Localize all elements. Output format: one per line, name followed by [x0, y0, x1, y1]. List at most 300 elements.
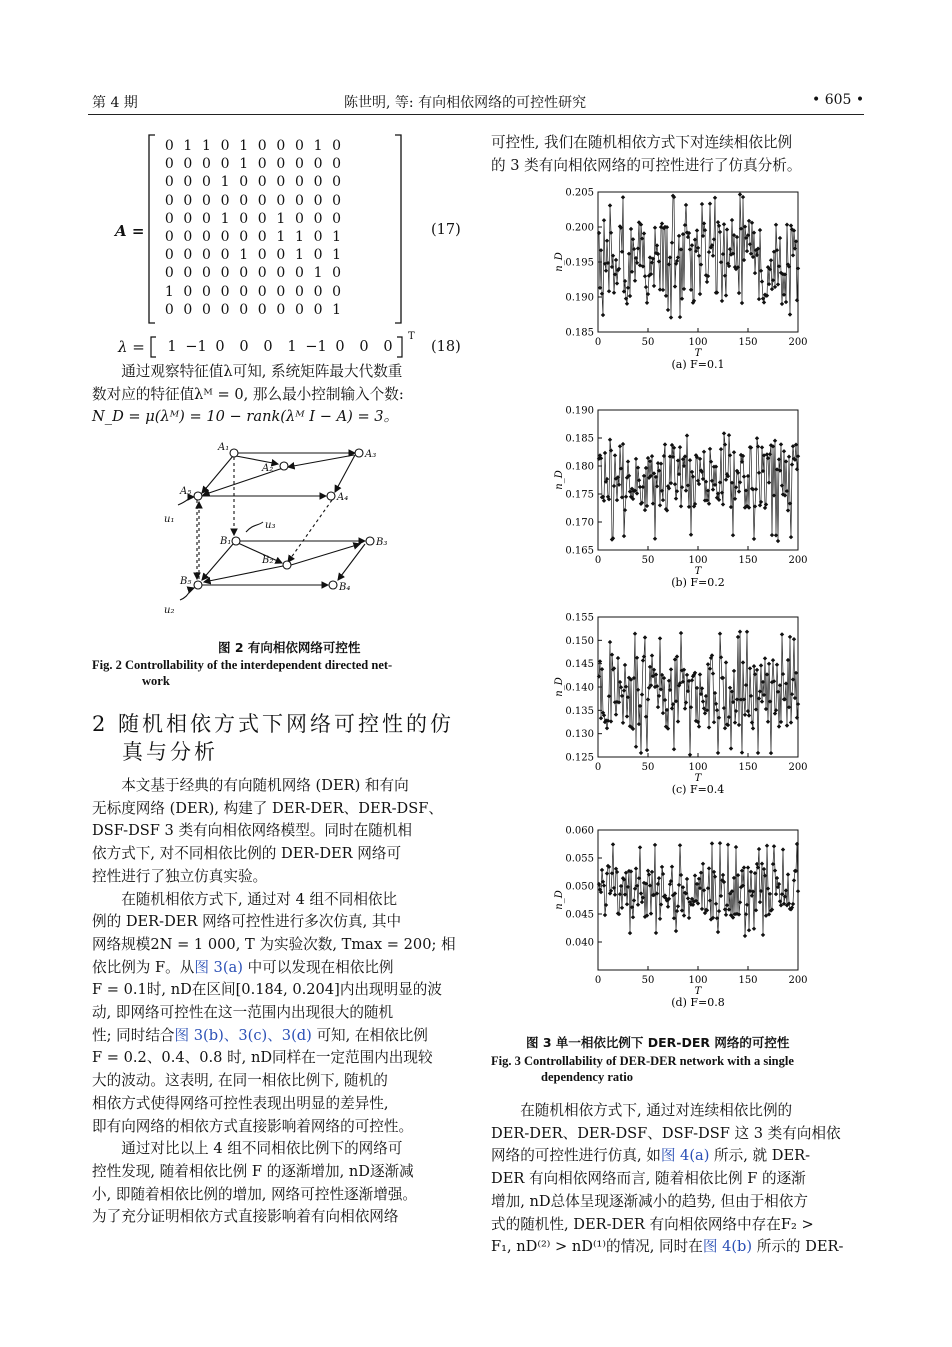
x-tick-label: 0 [594, 762, 602, 773]
matrix-cell: 0 [239, 174, 249, 191]
subplot-caption: (a) F=0.1 [671, 358, 725, 371]
data-point [778, 236, 782, 240]
x-tick-label: 200 [788, 762, 808, 773]
matrix-cell: 1 [313, 265, 323, 282]
data-point [683, 706, 687, 710]
data-point [762, 300, 766, 304]
text-line: 动, 即网络可控性在这一范围内出现很大的随机 [92, 1004, 394, 1022]
data-point [770, 533, 774, 537]
matrix-cell: 0 [276, 174, 286, 191]
series-line [599, 632, 798, 755]
header-rule [88, 114, 864, 115]
text-span: 所示的 DER- [752, 1238, 844, 1256]
data-point [758, 228, 762, 232]
data-point [628, 294, 632, 298]
data-point [701, 699, 705, 703]
data-point [724, 913, 728, 917]
text-line: 的 3 类有向相依网络的可控性进行了仿真分析。 [491, 156, 802, 174]
data-point [760, 862, 764, 866]
data-point [607, 289, 611, 293]
data-point [710, 841, 714, 845]
data-point [653, 537, 657, 541]
data-point [650, 653, 654, 657]
matrix-cell: 0 [257, 301, 267, 318]
data-point [791, 902, 795, 906]
vector-entry: 0 [383, 339, 393, 355]
data-point [759, 663, 763, 667]
data-point [636, 903, 640, 907]
data-point [666, 308, 670, 312]
x-tick-label: 50 [641, 337, 655, 348]
data-point [603, 913, 607, 917]
data-point [711, 487, 715, 491]
data-point [771, 658, 775, 662]
matrix-cell: 1 [276, 228, 286, 245]
data-point [768, 452, 772, 456]
x-tick-label: 200 [788, 337, 808, 348]
matrix-cell: 0 [183, 301, 193, 318]
data-point [658, 503, 662, 507]
data-point [614, 712, 618, 716]
matrix-cell: 0 [276, 283, 286, 300]
data-point [625, 302, 629, 306]
matrix-cell: 0 [164, 138, 174, 154]
data-point [615, 498, 619, 502]
data-point [708, 667, 712, 671]
data-point [777, 724, 781, 728]
y-tick-label: 0.170 [565, 517, 594, 529]
data-point [688, 753, 692, 757]
matrix-cell: 0 [313, 174, 323, 191]
data-point [707, 866, 711, 870]
data-point [737, 723, 741, 727]
matrix-cell: 0 [202, 265, 211, 282]
data-point [758, 900, 762, 904]
data-point [649, 911, 653, 915]
matrix-cell: 0 [164, 265, 174, 282]
y-tick-label: 0.190 [565, 405, 594, 417]
matrix-cell: 0 [257, 283, 267, 300]
eq17-lhs: A = [115, 222, 145, 240]
text-line: 即有向网络的相依方式直接影响着网络的可控性。 [92, 1117, 414, 1135]
matrix-cell: 1 [239, 247, 249, 264]
y-tick-label: 0.045 [565, 909, 594, 921]
matrix-cell: 0 [276, 156, 286, 173]
text-line: N_D = μ(λᴹ) = 10 − rank(λᴹ I − A) = 3。 [92, 408, 399, 426]
series-line [599, 433, 798, 541]
matrix-cell: 0 [257, 228, 267, 245]
data-point [695, 228, 699, 232]
data-point [676, 719, 680, 723]
data-point [654, 931, 658, 935]
text-line: 本文基于经典的有向随机网络 (DER) 和有向 [121, 777, 409, 794]
data-point [614, 867, 618, 871]
data-point [605, 239, 609, 243]
data-point [776, 282, 780, 286]
data-point [673, 482, 677, 486]
matrix-cell: 0 [294, 156, 304, 173]
matrix-cell: 0 [202, 210, 211, 227]
text-line: DER 有向相依网络而言, 随着相依比例 F 的逐渐 [491, 1170, 806, 1188]
data-point [684, 203, 688, 207]
data-point [600, 868, 604, 872]
data-point [707, 502, 711, 506]
x-tick-label: 100 [688, 337, 708, 348]
data-point [716, 220, 720, 224]
data-point [691, 475, 695, 479]
matrix-cell: 0 [202, 174, 211, 191]
data-point [601, 313, 605, 317]
chart-panel-2 [554, 613, 808, 797]
caption-line: work [142, 674, 170, 688]
data-point [796, 889, 800, 893]
data-point [652, 284, 656, 288]
matrix-cell: 1 [164, 283, 174, 300]
data-point [677, 234, 681, 238]
data-point [725, 903, 729, 907]
data-point [724, 478, 728, 482]
data-point [602, 883, 606, 887]
y-tick-label: 0.205 [565, 187, 594, 199]
data-point [645, 748, 649, 752]
data-point [773, 439, 777, 443]
data-point [785, 223, 789, 227]
data-point [608, 203, 612, 207]
section-heading [92, 710, 454, 766]
data-point [660, 865, 664, 869]
text-line: 依方式下, 对不同相依比例的 DER-DER 网络可 [92, 845, 402, 863]
data-point [678, 843, 682, 847]
matrix-cell: 0 [202, 247, 211, 264]
matrix-row [160, 301, 346, 319]
x-tick-label: 100 [688, 762, 708, 773]
x-tick-label: 0 [594, 337, 602, 348]
matrix-cell: 0 [164, 301, 174, 318]
data-point [628, 931, 632, 935]
data-point [726, 843, 730, 847]
fig2-caption-en [92, 657, 464, 689]
control-label: u₁ [164, 514, 175, 525]
matrix-row [160, 264, 346, 282]
data-point [723, 726, 727, 730]
data-point [747, 928, 751, 932]
matrix-cell: 0 [294, 265, 304, 282]
right-body-text [491, 1100, 861, 1259]
matrix-cell: 1 [313, 138, 323, 154]
vector-entry: 0 [239, 339, 249, 355]
matrix-cell: 1 [220, 174, 230, 191]
matrix-cell: 0 [164, 210, 174, 227]
x-tick-label: 200 [788, 975, 808, 986]
node-label: A₅ [180, 486, 192, 497]
matrix-cell: 0 [276, 265, 286, 282]
data-point [697, 254, 701, 258]
data-point [774, 223, 778, 227]
x-tick-label: 50 [641, 555, 655, 566]
matrix-cell: 0 [220, 247, 230, 264]
data-point [690, 243, 694, 247]
vector-entry: 0 [359, 339, 369, 355]
data-point [789, 720, 793, 724]
y-tick-label: 0.050 [565, 881, 594, 893]
matrix-cell: 0 [202, 301, 211, 318]
data-point [736, 635, 740, 639]
data-point [757, 471, 761, 475]
data-point [773, 711, 777, 715]
data-point [666, 905, 670, 909]
matrix-cell: 0 [220, 192, 230, 209]
data-point [712, 720, 716, 724]
data-point [707, 250, 711, 254]
text-line [92, 957, 464, 980]
data-point [613, 893, 617, 897]
figure-link-4a[interactable]: 图 4(a) [660, 1147, 710, 1165]
data-point [728, 686, 732, 690]
data-point [795, 467, 799, 471]
data-point [685, 433, 689, 437]
text-line: DER-DER、DER-DSF、DSF-DSF 这 3 类有向相依 [491, 1124, 841, 1142]
caption-line: dependency ratio [541, 1070, 634, 1084]
matrix-cell: 0 [202, 156, 211, 173]
data-point [786, 872, 790, 876]
figure-link-3a[interactable]: 图 3(a) [194, 958, 243, 976]
data-point [787, 455, 791, 459]
caption-line: Fig. 2 Controllability of the interdependent directed net- [92, 658, 393, 672]
data-point [713, 196, 717, 200]
data-point [765, 844, 769, 848]
matrix-cell: 1 [239, 156, 249, 173]
page-number: • 605 • [812, 92, 865, 108]
matrix-cell: 0 [239, 192, 249, 209]
matrix-cell: 0 [313, 192, 323, 209]
eq17-matrix [160, 137, 346, 319]
data-point [646, 697, 650, 701]
data-point [776, 539, 780, 543]
data-point [763, 506, 767, 510]
x-tick-label: 0 [594, 555, 602, 566]
node-label: A₂ [262, 463, 274, 474]
fig3-charts [540, 180, 830, 1015]
data-point [622, 688, 626, 692]
matrix-cell: 0 [164, 174, 174, 191]
figure-link-4b[interactable]: 图 4(b) [702, 1238, 753, 1256]
data-point [657, 876, 661, 880]
matrix-cell: 0 [313, 156, 323, 173]
data-point [690, 678, 694, 682]
x-tick-label: 150 [738, 762, 758, 773]
matrix-cell: 1 [183, 138, 193, 154]
data-point [754, 487, 758, 491]
data-point [605, 726, 609, 730]
data-point [789, 223, 793, 227]
data-point [734, 845, 738, 849]
text-line: 在随机相依方式下, 通过对连续相依比例的 [520, 1102, 793, 1119]
x-tick-label: 100 [688, 975, 708, 986]
matrix-cell: 0 [257, 156, 267, 173]
matrix-cell: 0 [164, 247, 174, 264]
matrix-cell: 0 [257, 138, 267, 154]
data-point [597, 231, 601, 235]
text-line: 通过观察特征值λ可知, 系统矩阵最大代数重 [121, 363, 403, 380]
data-point [673, 284, 677, 288]
running-header-issue: 第 4 期 [92, 95, 138, 111]
data-point [748, 666, 752, 670]
matrix-cell: 0 [294, 283, 304, 300]
matrix-cell: 0 [183, 174, 193, 191]
text-span: 性; 同时结合 [92, 1026, 175, 1044]
data-point [639, 891, 643, 895]
eq18-transpose: T [408, 331, 415, 342]
data-point [672, 747, 676, 751]
data-point [625, 902, 629, 906]
matrix-cell: 1 [332, 247, 342, 264]
matrix-cell: 0 [332, 283, 342, 300]
data-point [612, 291, 616, 295]
node-label: B₄ [339, 582, 351, 593]
matrix-cell: 1 [294, 247, 304, 264]
data-point [621, 721, 625, 725]
y-tick-label: 0.185 [565, 327, 594, 339]
data-point [764, 502, 768, 506]
data-point [711, 671, 715, 675]
text-span: 可知, 在相依比例 [311, 1026, 428, 1044]
data-point [722, 222, 726, 226]
text-line: 通过对比以上 4 组不同相依比例下的网络可 [121, 1140, 403, 1158]
matrix-cell: 0 [164, 228, 174, 245]
matrix-cell: 0 [257, 265, 267, 282]
matrix-cell: 0 [183, 228, 193, 245]
matrix-cell: 1 [202, 138, 211, 154]
data-point [599, 716, 603, 720]
data-point [714, 902, 718, 906]
control-label: u₃ [265, 520, 276, 531]
y-axis-label: n_D [554, 890, 565, 910]
data-point [790, 462, 794, 466]
matrix-cell: 0 [332, 174, 342, 191]
y-tick-label: 0.185 [565, 433, 594, 445]
data-point [788, 635, 792, 639]
data-point [603, 451, 607, 455]
data-point [737, 291, 741, 295]
data-point [795, 298, 799, 302]
node-label: B₅ [180, 576, 192, 587]
matrix-cell: 0 [276, 301, 286, 318]
matrix-cell: 0 [294, 301, 304, 318]
data-point [697, 482, 701, 486]
data-point [786, 508, 790, 512]
data-point [779, 442, 783, 446]
text-line: 为了充分证明相依方式直接影响着有向相依网络 [92, 1208, 399, 1226]
matrix-row [160, 228, 346, 246]
data-point [708, 202, 712, 206]
x-axis-label: T [694, 986, 702, 997]
text-line: 小, 即随着相依比例的增加, 网络可控性逐渐增强。 [92, 1185, 418, 1203]
data-point [656, 705, 660, 709]
data-point [767, 480, 771, 484]
data-point [741, 660, 745, 664]
text-line: 数对应的特征值λᴹ = 0, 那么最小控制输入个数: [92, 385, 404, 403]
data-point [719, 447, 723, 451]
data-point [653, 843, 657, 847]
data-point [643, 274, 647, 278]
data-point [759, 500, 763, 504]
matrix-cell: 0 [332, 210, 342, 227]
data-point [727, 433, 731, 437]
data-point [669, 667, 673, 671]
data-point [645, 301, 649, 305]
data-point [697, 724, 701, 728]
data-point [789, 535, 793, 539]
data-point [732, 450, 736, 454]
subplot-caption: (d) F=0.8 [671, 996, 725, 1009]
data-point [718, 632, 722, 636]
data-point [708, 447, 712, 451]
data-point [605, 871, 609, 875]
data-point [750, 894, 754, 898]
data-point [626, 459, 630, 463]
data-point [725, 227, 729, 231]
data-point [713, 875, 717, 879]
x-axis-label: T [694, 348, 702, 359]
matrix-cell: 0 [239, 301, 249, 318]
data-point [661, 498, 665, 502]
data-point [614, 258, 618, 262]
data-point [670, 241, 674, 245]
data-point [773, 868, 777, 872]
data-point [738, 192, 742, 196]
left-body-text [92, 775, 464, 1229]
data-point [732, 669, 736, 673]
data-point [638, 845, 642, 849]
x-tick-label: 150 [738, 555, 758, 566]
y-tick-label: 0.060 [565, 825, 594, 837]
data-point [740, 750, 744, 754]
chart-panel-0 [554, 188, 808, 372]
data-point [698, 292, 702, 296]
text-line: 控性进行了独立仿真实验。 [92, 867, 268, 885]
text-line: 式的随机性, DER-DER 有向相依网络中存在F₂ > [491, 1215, 814, 1233]
data-point [659, 462, 663, 466]
data-point [640, 900, 644, 904]
data-point [774, 708, 778, 712]
data-point [686, 896, 690, 900]
subplot-caption: (c) F=0.4 [671, 783, 725, 796]
text-span: F₁, nD⁽²⁾ > nD⁽¹⁾的情况, 同时在 [491, 1238, 703, 1256]
matrix-cell: 0 [257, 210, 267, 227]
y-tick-label: 0.040 [565, 937, 594, 949]
data-point [631, 915, 635, 919]
text-line: 网络规模2N = 1 000, T 为实验次数, Tmax = 200; 相 [92, 935, 456, 953]
matrix-cell: 0 [183, 156, 193, 173]
data-point [688, 458, 692, 462]
matrix-cell: 0 [202, 283, 211, 300]
data-point [643, 508, 647, 512]
data-point [602, 218, 606, 222]
data-point [784, 300, 788, 304]
figure-link-3bcd[interactable]: 图 3(b)、3(c)、3(d) [174, 1026, 312, 1044]
x-tick-label: 150 [738, 975, 758, 986]
matrix-cell: 0 [313, 210, 323, 227]
text-span: 所示, 就 DER- [709, 1147, 811, 1165]
matrix-cell: 0 [313, 283, 323, 300]
data-point [634, 745, 638, 749]
data-point [650, 454, 654, 458]
data-point [705, 280, 709, 284]
data-point [693, 873, 697, 877]
text-line [491, 1236, 861, 1259]
data-point [733, 720, 737, 724]
data-point [682, 913, 686, 917]
